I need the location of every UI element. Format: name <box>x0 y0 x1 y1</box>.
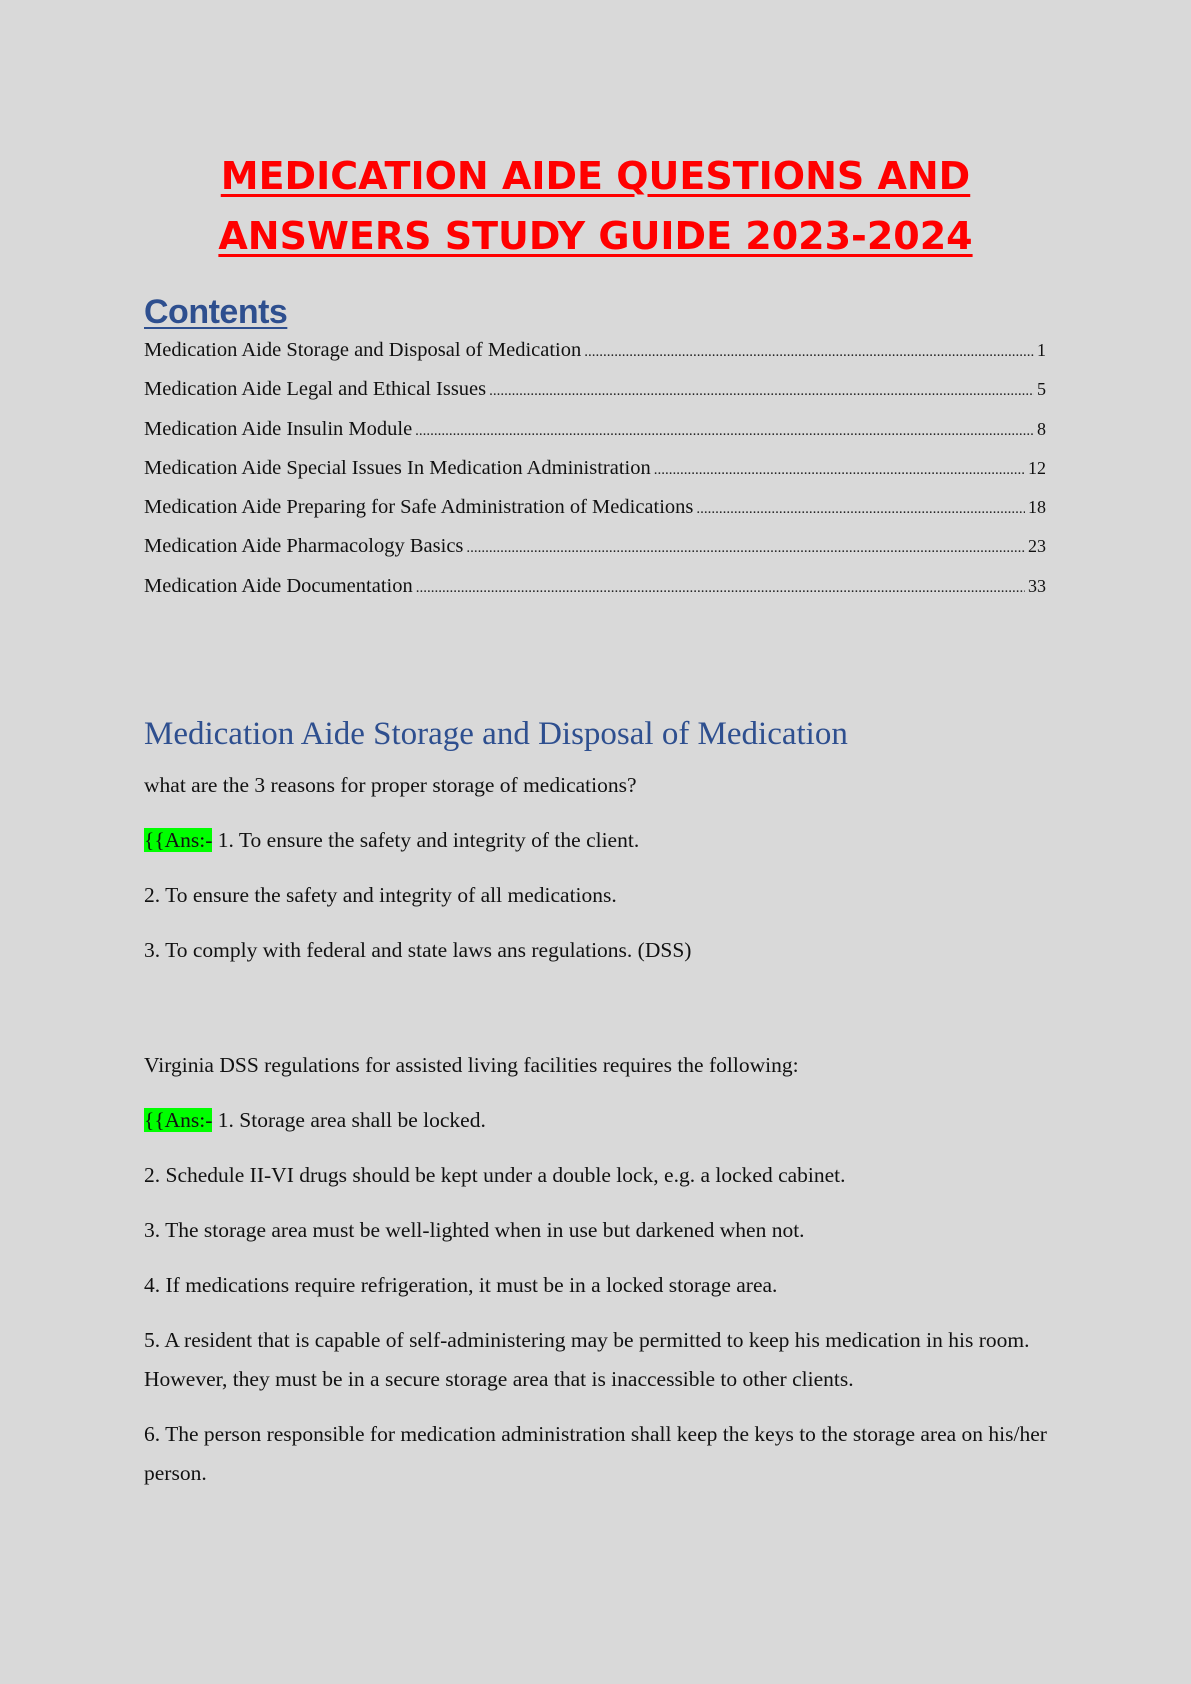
toc-entry-page: 23 <box>1028 536 1046 557</box>
toc-entry-label: Medication Aide Preparing for Safe Administration of Medications <box>144 496 694 519</box>
toc-leader-dots <box>466 540 1025 557</box>
toc-leader-dots <box>415 423 1034 440</box>
toc-entry[interactable] <box>144 339 1046 378</box>
toc-heading: Contents <box>144 293 288 331</box>
toc-leader-dots <box>489 383 1034 400</box>
answer-line: 3. To comply with federal and state laws ans regulations. (DSS) <box>144 938 692 962</box>
question-text: Virginia DSS regulations for assisted living facilities requires the following: <box>144 1053 799 1077</box>
document-title <box>0 146 1191 266</box>
toc-entry[interactable] <box>144 535 1046 574</box>
answer-line <box>144 1101 1064 1140</box>
answer-line: 3. The storage area must be well-lighted when in use but darkened when not. <box>144 1218 805 1242</box>
toc-entry-label: Medication Aide Legal and Ethical Issues <box>144 378 487 401</box>
toc-entry[interactable] <box>144 457 1046 496</box>
answer-line: 2. To ensure the safety and integrity of all medications. <box>144 883 617 907</box>
toc-entry[interactable] <box>144 575 1046 614</box>
title-line-1: MEDICATION AIDE QUESTIONS AND <box>220 154 971 198</box>
question-text: what are the 3 reasons for proper storage of medications? <box>144 773 637 797</box>
toc-entry-label: Medication Aide Pharmacology Basics <box>144 535 464 558</box>
answer-text: 1. Storage area shall be locked. <box>212 1108 486 1132</box>
toc-entry-page: 1 <box>1037 340 1046 360</box>
toc-leader-dots <box>584 344 1034 361</box>
answer-line: 5. A resident that is capable of self-administering may be permitted to keep his medication in his room. However, they must be in a secure storage area that is inaccessible to other clients. <box>144 1328 1030 1391</box>
toc-entry-page: 18 <box>1028 497 1046 518</box>
toc-entry-page: 8 <box>1037 418 1046 439</box>
section-body <box>144 766 1064 1509</box>
toc-entry-page: 12 <box>1028 457 1046 478</box>
answer-line: 4. If medications require refrigeration, it must be in a locked storage area. <box>144 1273 778 1297</box>
toc-entry-label: Medication Aide Special Issues In Medication Administration <box>144 456 651 479</box>
answer-tag: {{Ans:- <box>144 1108 213 1132</box>
toc-entry-label: Medication Aide Storage and Disposal of Medication <box>144 339 582 361</box>
title-line-2: ANSWERS STUDY GUIDE 2023-2024 <box>218 214 973 258</box>
toc-leader-dots <box>416 580 1025 597</box>
paragraph-spacer <box>144 986 1064 1046</box>
answer-text: 1. To ensure the safety and integrity of the client. <box>212 828 640 852</box>
toc-entry[interactable] <box>144 418 1046 457</box>
answer-line <box>144 821 1064 860</box>
toc-entry-label: Medication Aide Documentation <box>144 574 413 597</box>
table-of-contents <box>144 339 1046 614</box>
toc-leader-dots <box>696 501 1025 518</box>
toc-leader-dots <box>654 462 1025 479</box>
toc-entry[interactable] <box>144 496 1046 535</box>
toc-entry-label: Medication Aide Insulin Module <box>144 417 413 440</box>
answer-line: 6. The person responsible for medication administration shall keep the keys to the storage area on his/her person. <box>144 1422 1047 1485</box>
section-heading: Medication Aide Storage and Disposal of Medication <box>144 716 848 752</box>
toc-entry-page: 5 <box>1037 379 1046 400</box>
answer-tag: {{Ans:- <box>144 828 213 852</box>
answer-line: 2. Schedule II-VI drugs should be kept under a double lock, e.g. a locked cabinet. <box>144 1163 846 1187</box>
toc-entry[interactable] <box>144 378 1046 417</box>
toc-entry-page: 33 <box>1028 575 1046 596</box>
